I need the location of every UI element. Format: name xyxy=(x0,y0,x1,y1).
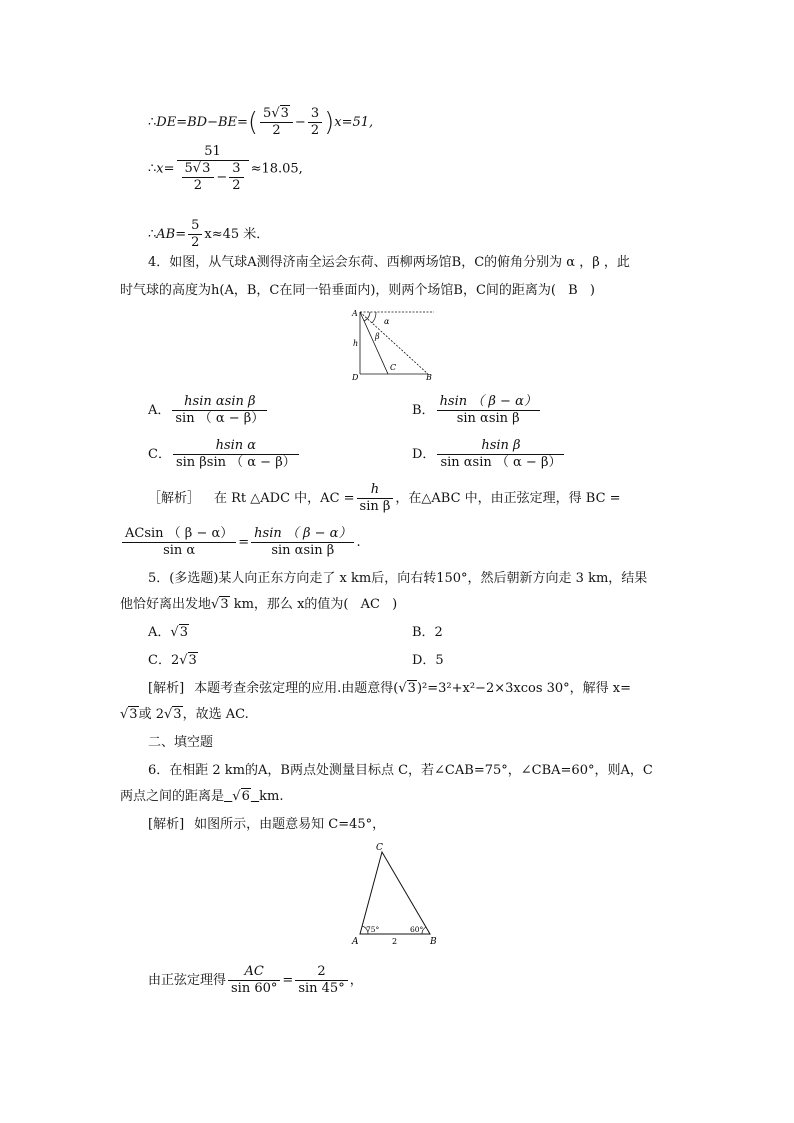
frac-num: AC xyxy=(228,964,280,981)
q4-option-b xyxy=(412,394,542,427)
q6-text-2: km. xyxy=(259,789,284,804)
q5-line1: 5．(多选题)某人向正东方向走了 x km后，向右转150°，然后朝新方向走 3 km，结果 xyxy=(148,571,648,586)
q6-line1: 6．在相距 2 km的A，B两点处测量目标点 C，若∠CAB=75°，∠CBA=60°，则A，C xyxy=(148,763,653,778)
solution-text: 由正弦定理得 xyxy=(148,973,227,988)
frac-den: sin αsin β xyxy=(271,543,335,558)
sqrt-3: √3 xyxy=(211,597,229,612)
option-label: D． xyxy=(412,447,436,462)
fig-label-beta: β xyxy=(375,332,380,341)
inner-fraction-2 xyxy=(229,161,243,194)
fig-label-b: B xyxy=(430,937,437,947)
equals-sign: = xyxy=(282,973,294,988)
frac-den: sin β xyxy=(359,499,391,514)
frac-num: 5 xyxy=(184,161,193,176)
option-fraction xyxy=(173,438,299,471)
q5-option-a xyxy=(148,624,189,642)
frac-den: sin αsin β xyxy=(456,411,520,426)
angle-a-label: 75° xyxy=(366,925,380,934)
fig-label-c: C xyxy=(376,843,383,853)
side-ab-label: 2 xyxy=(392,937,398,946)
sqrt-3: √3 xyxy=(120,707,138,722)
frac-num: hsin α xyxy=(173,438,299,455)
q5-solution-line2 xyxy=(120,706,249,724)
solution-text: 在 Rt △ADC 中，AC = xyxy=(214,491,355,506)
q5-answer: AC xyxy=(360,597,380,612)
q6-solution-line1 xyxy=(148,816,385,834)
solution-text: 如图所示，由题意易知 C=45°， xyxy=(194,817,386,832)
q4-option-d xyxy=(412,438,566,471)
frac-num: 51 xyxy=(177,144,249,161)
sqrt-3: √3 xyxy=(398,681,416,696)
frac-den: sin αsin （ α − β） xyxy=(440,455,562,470)
frac-den: 2 xyxy=(272,123,281,138)
therefore-symbol: ∴ xyxy=(148,227,157,242)
equals-sign: = xyxy=(238,535,250,550)
angle-b-label: 60° xyxy=(410,925,424,934)
fig-label-c: C xyxy=(390,363,397,372)
line-de xyxy=(148,106,373,139)
frac-den: sin 45° xyxy=(298,981,345,996)
fraction-3-over-2 xyxy=(308,106,322,139)
angle-arc xyxy=(372,312,376,323)
sqrt-3: √3 xyxy=(170,625,188,640)
frac-num: hsin （ β − α） xyxy=(251,526,354,543)
solution-fraction-2 xyxy=(122,526,236,559)
frac-num: h xyxy=(357,482,394,499)
option-fraction xyxy=(437,438,564,471)
q4-solution-line2 xyxy=(120,526,361,559)
paren-open: ( xyxy=(247,107,259,138)
solution-text-2: )²=3²+x²−2×3xcos 30°，解得 x= xyxy=(416,681,632,696)
period: . xyxy=(356,535,361,550)
fig-label-h: h xyxy=(353,339,359,348)
line-ab xyxy=(148,218,269,251)
q4-solution-line1 xyxy=(148,482,621,515)
sqrt-3: √3 xyxy=(179,653,197,668)
radicand: 3 xyxy=(173,707,182,722)
minus-sign: − xyxy=(294,115,306,130)
q5-option-c xyxy=(148,652,198,670)
x-lhs: x= xyxy=(156,161,175,177)
solution-text: 本题考查余弦定理的应用.由题意得( xyxy=(194,681,399,696)
answer-blank: √6 xyxy=(232,789,250,804)
ab-lhs: AB= xyxy=(156,227,187,242)
fraction-2-over-sin45 xyxy=(295,964,347,997)
q6-law-of-sines xyxy=(148,964,363,997)
frac-num: 2 xyxy=(295,964,347,981)
frac-num: 3 xyxy=(229,161,243,178)
q4-answer: B xyxy=(568,283,578,298)
solution-fraction xyxy=(357,482,394,515)
triangle-abc xyxy=(360,852,430,934)
fig-label-b: B xyxy=(426,373,432,382)
frac-num: hsin αsin β xyxy=(172,394,267,411)
angle-arc-2 xyxy=(364,312,370,321)
frac-num: hsin β xyxy=(437,438,564,455)
balloon-figure xyxy=(348,306,438,384)
solution-fraction-3 xyxy=(251,526,354,559)
frac-den: 2 xyxy=(232,178,241,193)
frac-den: sin βsin （ α − β） xyxy=(175,455,296,470)
radicand: 3 xyxy=(280,106,289,121)
q5-line2 xyxy=(120,596,397,614)
comma: ， xyxy=(349,973,363,988)
radicand: 3 xyxy=(188,653,197,668)
q4-line2 xyxy=(120,282,595,300)
ab-tail: x≈45 米． xyxy=(204,227,270,242)
option-fraction xyxy=(172,394,267,427)
frac-num: 5 xyxy=(263,106,272,121)
frac-den: 2 xyxy=(310,123,320,138)
de-lhs: DE=BD−BE= xyxy=(156,115,248,130)
therefore-symbol: ∴ xyxy=(148,115,157,130)
option-label: A． xyxy=(148,625,171,640)
solution-text-2: ，在△ABC 中，由正弦定理，得 BC = xyxy=(395,491,621,506)
q4-line1: 4．如图，从气球A测得济南全运会东荷、西柳两场馆B，C的俯角分别为 α ，β ，此 xyxy=(148,255,630,270)
frac-num: 3 xyxy=(308,106,322,123)
fig-label-a: A xyxy=(352,937,359,947)
fraction-5-over-2 xyxy=(188,218,202,251)
q5-option-b: B．2 xyxy=(412,625,443,640)
solution-text-4: ，故选 AC. xyxy=(182,707,249,722)
section-heading: 二、填空题 xyxy=(148,735,214,750)
inner-fraction: $\frac{5√3}{2}$ xyxy=(182,161,215,194)
solution-tag: [解析] xyxy=(148,817,185,832)
frac-den: sin （ α − β） xyxy=(175,411,265,426)
q4-option-c xyxy=(148,438,301,471)
frac-den: 2 xyxy=(193,178,203,193)
radicand: 6 xyxy=(241,789,250,804)
radicand: 3 xyxy=(202,161,211,176)
minus-sign: − xyxy=(216,170,228,185)
radicand: 3 xyxy=(129,707,138,722)
solution-tag: [解析] xyxy=(148,681,185,696)
therefore-symbol: ∴ xyxy=(148,161,157,177)
radicand: 3 xyxy=(179,625,188,640)
frac-den xyxy=(177,161,249,194)
fraction-5root3-over-2: $\frac{5√3}{2}$ xyxy=(260,106,293,139)
frac-den: sin 60° xyxy=(231,981,278,996)
q4-line2-text: 时气球的高度为h(A，B，C在同一铅垂面内)，则两个场馆B，C间的距离为( xyxy=(120,283,556,298)
radicand: 3 xyxy=(407,681,416,696)
fig-label-alpha: α xyxy=(384,317,390,326)
frac-den: sin α xyxy=(163,543,196,558)
solution-text-3: 或 2 xyxy=(138,707,164,722)
option-label: A． xyxy=(148,403,171,418)
option-label: C．2 xyxy=(148,653,180,668)
triangle-figure xyxy=(346,840,446,950)
fraction-51 xyxy=(177,144,249,194)
paren-close: ) xyxy=(589,283,595,298)
q5-solution-line1 xyxy=(148,680,631,698)
option-label: B． xyxy=(412,403,435,418)
fig-label-d: D xyxy=(352,373,359,382)
q5-text: 他恰好离出发地 xyxy=(120,597,212,612)
q6-line2 xyxy=(120,788,283,806)
fig-label-a: A xyxy=(352,309,358,318)
frac-num: ACsin （ β − α） xyxy=(122,526,236,543)
q6-text: 两点之间的距离是 xyxy=(120,789,225,804)
fraction-ac-over-sin60 xyxy=(228,964,280,997)
frac-num: 5 xyxy=(188,218,202,235)
solution-tag: ［解析］ xyxy=(148,491,201,506)
frac-den: 2 xyxy=(191,235,200,250)
paren-close: ) xyxy=(392,597,398,612)
q5-text-2: km，那么 x的值为( xyxy=(229,597,349,612)
q4-option-a xyxy=(148,394,269,427)
line-x xyxy=(148,144,303,194)
q5-option-d: D．5 xyxy=(412,653,444,668)
paren-close: ) xyxy=(324,107,335,138)
radicand: 3 xyxy=(220,597,229,612)
sqrt-3-b: √3 xyxy=(163,707,182,722)
option-fraction xyxy=(437,394,540,427)
option-label: C． xyxy=(148,447,171,462)
frac-num: hsin （ β − α） xyxy=(437,394,540,411)
x-tail: ≈18.05, xyxy=(250,161,303,177)
de-tail: x=51, xyxy=(334,115,374,130)
